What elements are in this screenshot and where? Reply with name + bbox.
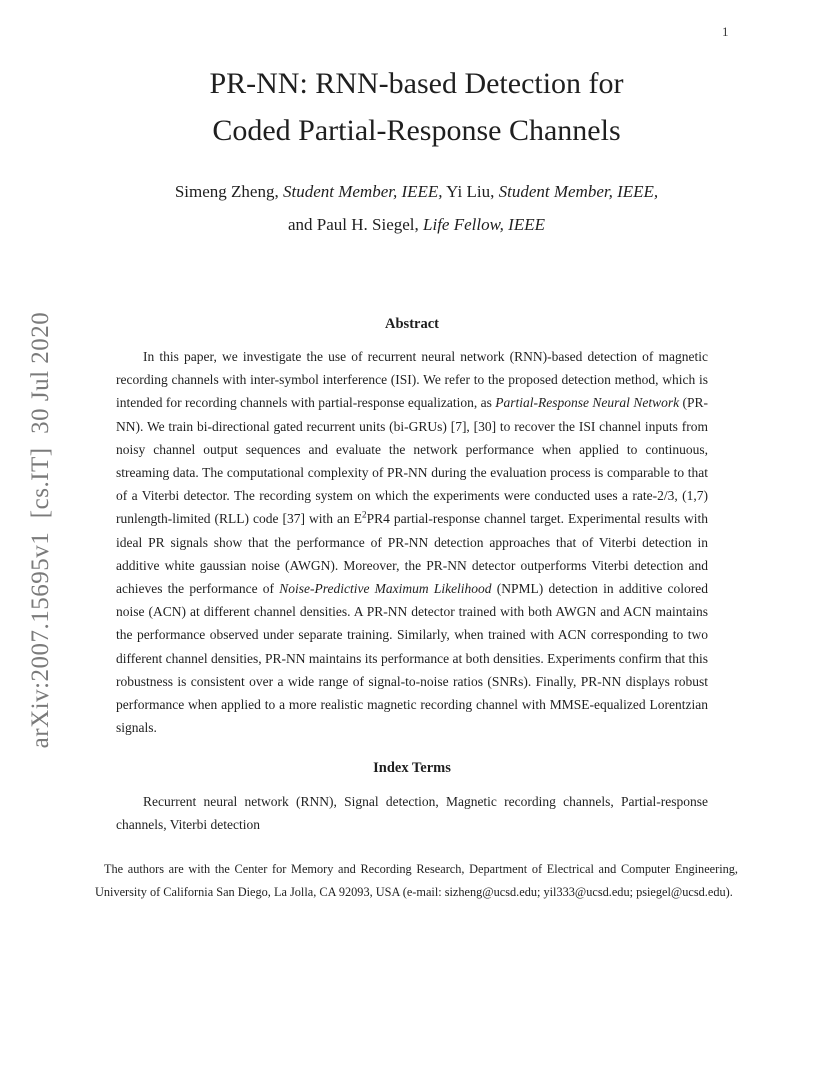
index-terms-text: Recurrent neural network (RNN), Signal detection, Magnetic recording channels, Partial-response channels, Viterbi detection [116, 794, 708, 833]
paper-title-line1: PR-NN: RNN-based Detection for [209, 67, 624, 100]
page-number: 1 [722, 24, 729, 39]
arxiv-watermark: arXiv:2007.15695v1 [cs.IT] 30 Jul 2020 [27, 311, 54, 749]
author-line2: and Paul H. Siegel, Life Fellow, IEEE [287, 215, 545, 234]
abstract-text: In this paper, we investigate the use of recurrent neural network (RNN)-based detection of magnetic recording channels with inter-symbol interference (ISI). We refer to the proposed detection method, which is intended for recording channels with partial-response equalization, as Partial-Response Neural Network (PR-NN). We train bi-directional gated recurrent units (bi-GRUs) [7], [30] to recover the ISI channel inputs from noisy channel output sequences and evaluate the network performance when applied to continuous, streaming data. The computational complexity of PR-NN during the evaluation process is comparable to that of a Viterbi detector. The recording system on which the experiments were conducted uses a rate-2/3, (1,7) runlength-limited (RLL) code [37] with an $E^2PR4$ partial-response channel target. Experimental results with ideal PR signals show that the performance of PR-NN detection approaches that of Viterbi detection in additive white gaussian noise (AWGN). Moreover, the PR-NN detector outperforms Viterbi detection and achieves the performance of Noise-Predictive Maximum Likelihood (NPML) detection in additive colored noise (ACN) at different channel densities. A PR-NN detector trained with both AWGN and ACN maintains the performance observed under separate training. Similarly, when trained with ACN corresponding to two different channel densities, PR-NN maintains its performance at both densities. Experiments confirm that this robustness is consistent over a wide range of signal-to-noise ratios (SNRs). Finally, PR-NN displays robust performance when applied to a more realistic magnetic recording channel with MMSE-equalized Lorentzian signals. [116, 349, 708, 736]
paper-title-line2: Coded Partial-Response Channels [212, 114, 621, 147]
author-block [95, 175, 738, 241]
author-line1: Simeng Zheng, Student Member, IEEE, Yi Liu, Student Member, IEEE, [174, 182, 659, 201]
index-terms-heading: Index Terms [373, 760, 451, 776]
paper-content [95, 0, 738, 1072]
abstract-section [116, 316, 708, 739]
paper-title [95, 60, 738, 154]
author-affiliation-footnote: The authors are with the Center for Memory and Recording Research, Department of Electrical and Computer Engineering, University of California San Diego, La Jolla, CA 92093, USA (e-mail: sizheng@ucsd.edu; yil333@ucsd.edu; psiegel@ucsd.edu). [95, 862, 738, 899]
abstract-heading: Abstract [385, 316, 439, 332]
index-terms-section [116, 760, 708, 836]
